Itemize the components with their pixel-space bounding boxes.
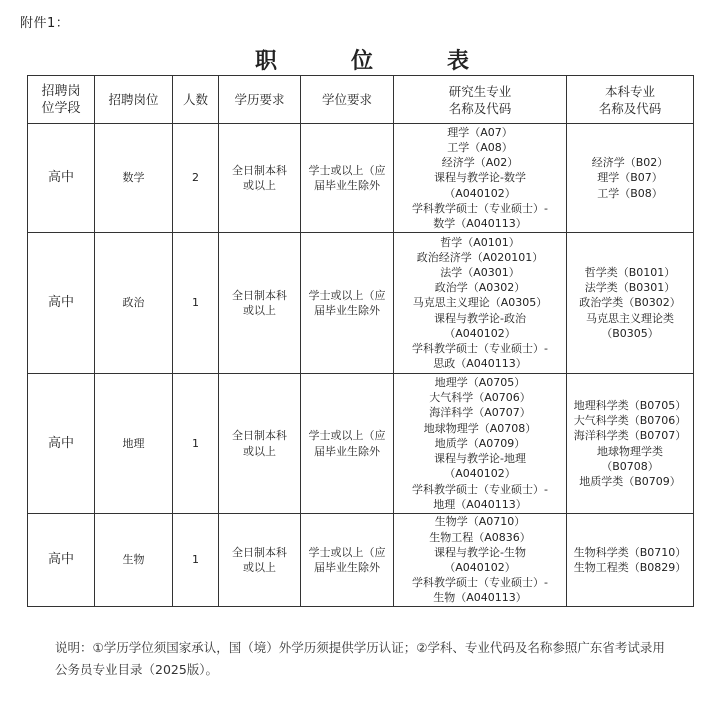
header-count: 人数 [173, 76, 219, 124]
grad-major-cell: 地理学（A0705） 大气科学（A0706） 海洋科学（A0707） 地球物理学（A0708） 地质学（A0709） 课程与教学论-地理 （A040102） 学科教学硕士（专业硕士）- 地理（A040113） [394, 374, 567, 514]
count-cell: 1 [173, 233, 219, 374]
footnote: 说明：①学历学位须国家承认，国（境）外学历须提供学历认证；②学科、专业代码及名称参照广东省考试录用公务员专业目录（2025版）。 [55, 640, 665, 677]
table-row [28, 233, 694, 374]
undergrad-major-cell: 哲学类（B0101） 法学类（B0301） 政治学类（B0302） 马克思主义理论类 （B0305） [567, 233, 694, 374]
level-cell: 高中 [28, 374, 95, 514]
degree-cell: 学士或以上（应 届毕业生除外 [301, 124, 394, 233]
education-cell: 全日制本科 或以上 [219, 233, 301, 374]
header-undergrad-major: 本科专业 名称及代码 [567, 76, 694, 124]
position-cell: 数学 [95, 124, 173, 233]
education-cell: 全日制本科 或以上 [219, 124, 301, 233]
undergrad-major-cell: 地理科学类（B0705） 大气科学类（B0706） 海洋科学类（B0707） 地球物理学类 （B0708） 地质学类（B0709） [567, 374, 694, 514]
page-title: 职 位 表 [254, 49, 495, 74]
level-cell: 高中 [28, 233, 95, 374]
count-cell: 1 [173, 374, 219, 514]
position-cell: 地理 [95, 374, 173, 514]
level-cell: 高中 [28, 514, 95, 607]
annex-label: 附件1： [20, 16, 70, 31]
undergrad-major-cell: 经济学（B02） 理学（B07） 工学（B08） [567, 124, 694, 233]
degree-cell: 学士或以上（应 届毕业生除外 [301, 514, 394, 607]
header-position: 招聘岗位 [95, 76, 173, 124]
degree-cell: 学士或以上（应 届毕业生除外 [301, 374, 394, 514]
education-cell: 全日制本科 或以上 [219, 374, 301, 514]
undergrad-major-cell: 生物科学类（B0710） 生物工程类（B0829） [567, 514, 694, 607]
positions-table [27, 75, 694, 607]
level-cell: 高中 [28, 124, 95, 233]
count-cell: 2 [173, 124, 219, 233]
table-row [28, 514, 694, 607]
education-cell: 全日制本科 或以上 [219, 514, 301, 607]
header-degree: 学位要求 [301, 76, 394, 124]
table-header-row [28, 76, 694, 124]
position-cell: 生物 [95, 514, 173, 607]
grad-major-cell: 理学（A07） 工学（A08） 经济学（A02） 课程与教学论-数学 （A040102） 学科教学硕士（专业硕士）- 数学（A040113） [394, 124, 567, 233]
header-grad-major: 研究生专业 名称及代码 [394, 76, 567, 124]
table-row [28, 124, 694, 233]
grad-major-cell: 哲学（A0101） 政治经济学（A020101） 法学（A0301） 政治学（A0302） 马克思主义理论（A0305） 课程与教学论-政治 （A040102） 学科教学硕士（专业硕士）- 思政（A040113） [394, 233, 567, 374]
header-education: 学历要求 [219, 76, 301, 124]
grad-major-cell: 生物学（A0710） 生物工程（A0836） 课程与教学论-生物 （A040102） 学科教学硕士（专业硕士）- 生物（A040113） [394, 514, 567, 607]
count-cell: 1 [173, 514, 219, 607]
header-level: 招聘岗 位学段 [28, 76, 95, 124]
position-cell: 政治 [95, 233, 173, 374]
table-row [28, 374, 694, 514]
degree-cell: 学士或以上（应 届毕业生除外 [301, 233, 394, 374]
